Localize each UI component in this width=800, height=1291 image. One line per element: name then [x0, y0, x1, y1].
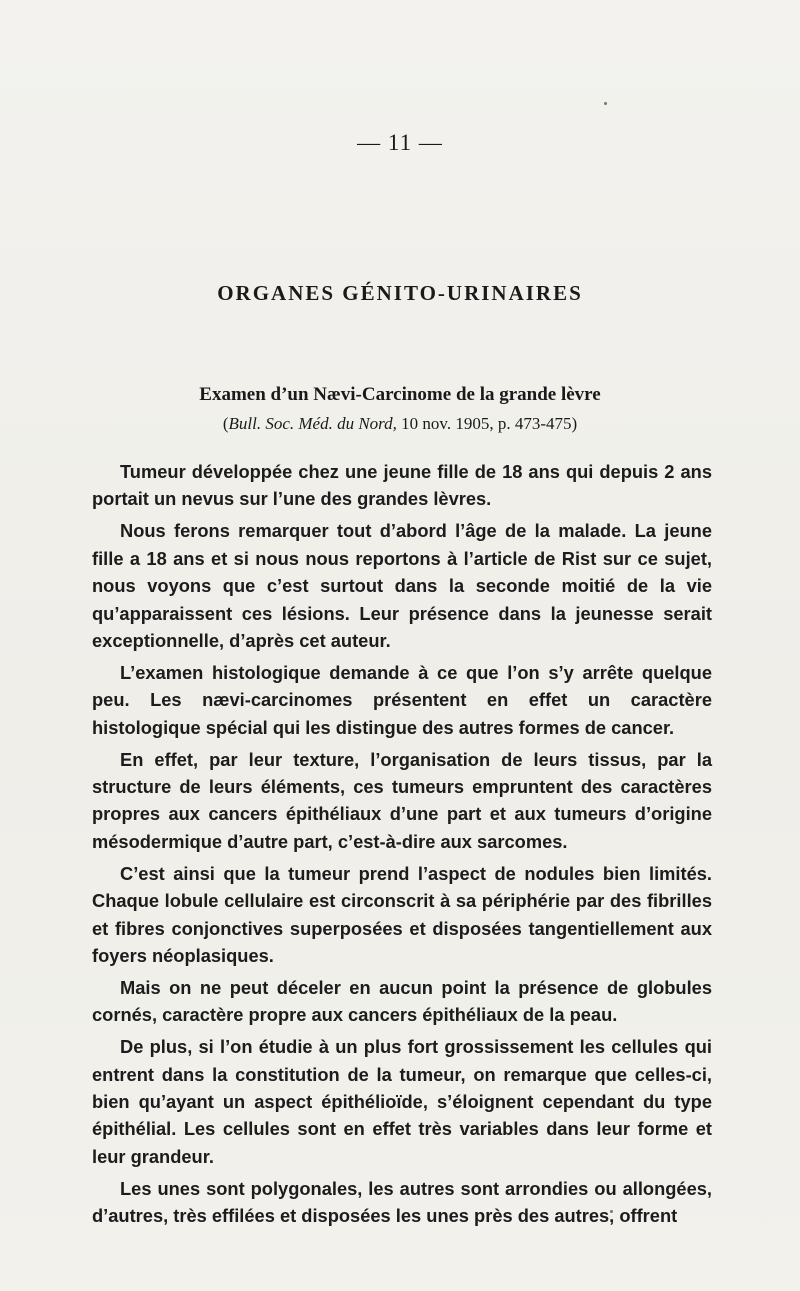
article-citation — [0, 414, 800, 434]
paragraph: Nous ferons remarquer tout d’abord l’âge de la malade. La jeune fille a 18 ans et si nous nous reportons à l’article de Rist sur ce sujet, nous voyons que c’est surtout dans la seconde moitié de la vie qu’apparaissent ces lésions. Leur présence dans la jeunesse serait exceptionnelle, d’après cet auteur. — [92, 520, 712, 651]
body-text — [92, 458, 712, 1234]
paragraph: C’est ainsi que la tumeur prend l’aspect de nodules bien limités. Chaque lobule cellulaire est circonscrit à sa périphérie par des fibrilles et fibres conjonctives superposées et disposées tangentiellement aux foyers néoplasiques. — [92, 862, 712, 966]
paragraph: L’examen histologique demande à ce que l’on s’y arrête quelque peu. Les nævi-carcinomes présentent en effet un caractère histologique spécial qui les distingue des autres formes de cancer. — [92, 661, 712, 738]
citation-journal: Bull. Soc. Méd. du Nord, — [228, 414, 397, 433]
paragraph: Les unes sont polygonales, les autres sont arrondies ou allongées, d’autres, très effilées et disposées les unes près des autres, offrent — [92, 1177, 712, 1227]
paragraph: Mais on ne peut déceler en aucun point la présence de globules cornés, caractère propre aux cancers épithéliaux de la peau. — [92, 976, 712, 1026]
section-title: ORGANES GÉNITO-URINAIRES — [217, 281, 583, 305]
page-number: — 11 — — [357, 130, 443, 155]
citation-details: 10 nov. 1905, p. 473-475) — [396, 414, 578, 433]
article-title: Examen d’un Nævi-Carcinome de la grande lèvre — [199, 384, 601, 405]
citation-open: ( — [222, 414, 229, 433]
paragraph: Tumeur développée chez une jeune fille de 18 ans qui depuis 2 ans portait un nevus sur l’une des grandes lèvres. — [92, 461, 712, 510]
ink-speck — [604, 102, 607, 105]
paragraph: En effet, par leur texture, l’organisation de leurs tissus, par la structure de leurs éléments, ces tumeurs empruntent des caractères propres aux cancers épithéliaux d’une part et aux tumeurs d’origine mésodermique d’autre part, c’est-à-dire aux sarcomes. — [92, 748, 712, 852]
paragraph: De plus, si l’on étudie à un plus fort grossissement les cellules qui entrent dans la constitution de la tumeur, on remarque que celles-ci, bien qu’ayant un aspect épithélioïde, s’éloignent cependant du type épithélial. Les cellules sont en effet très variables dans leur forme et leur grandeur. — [92, 1036, 712, 1167]
